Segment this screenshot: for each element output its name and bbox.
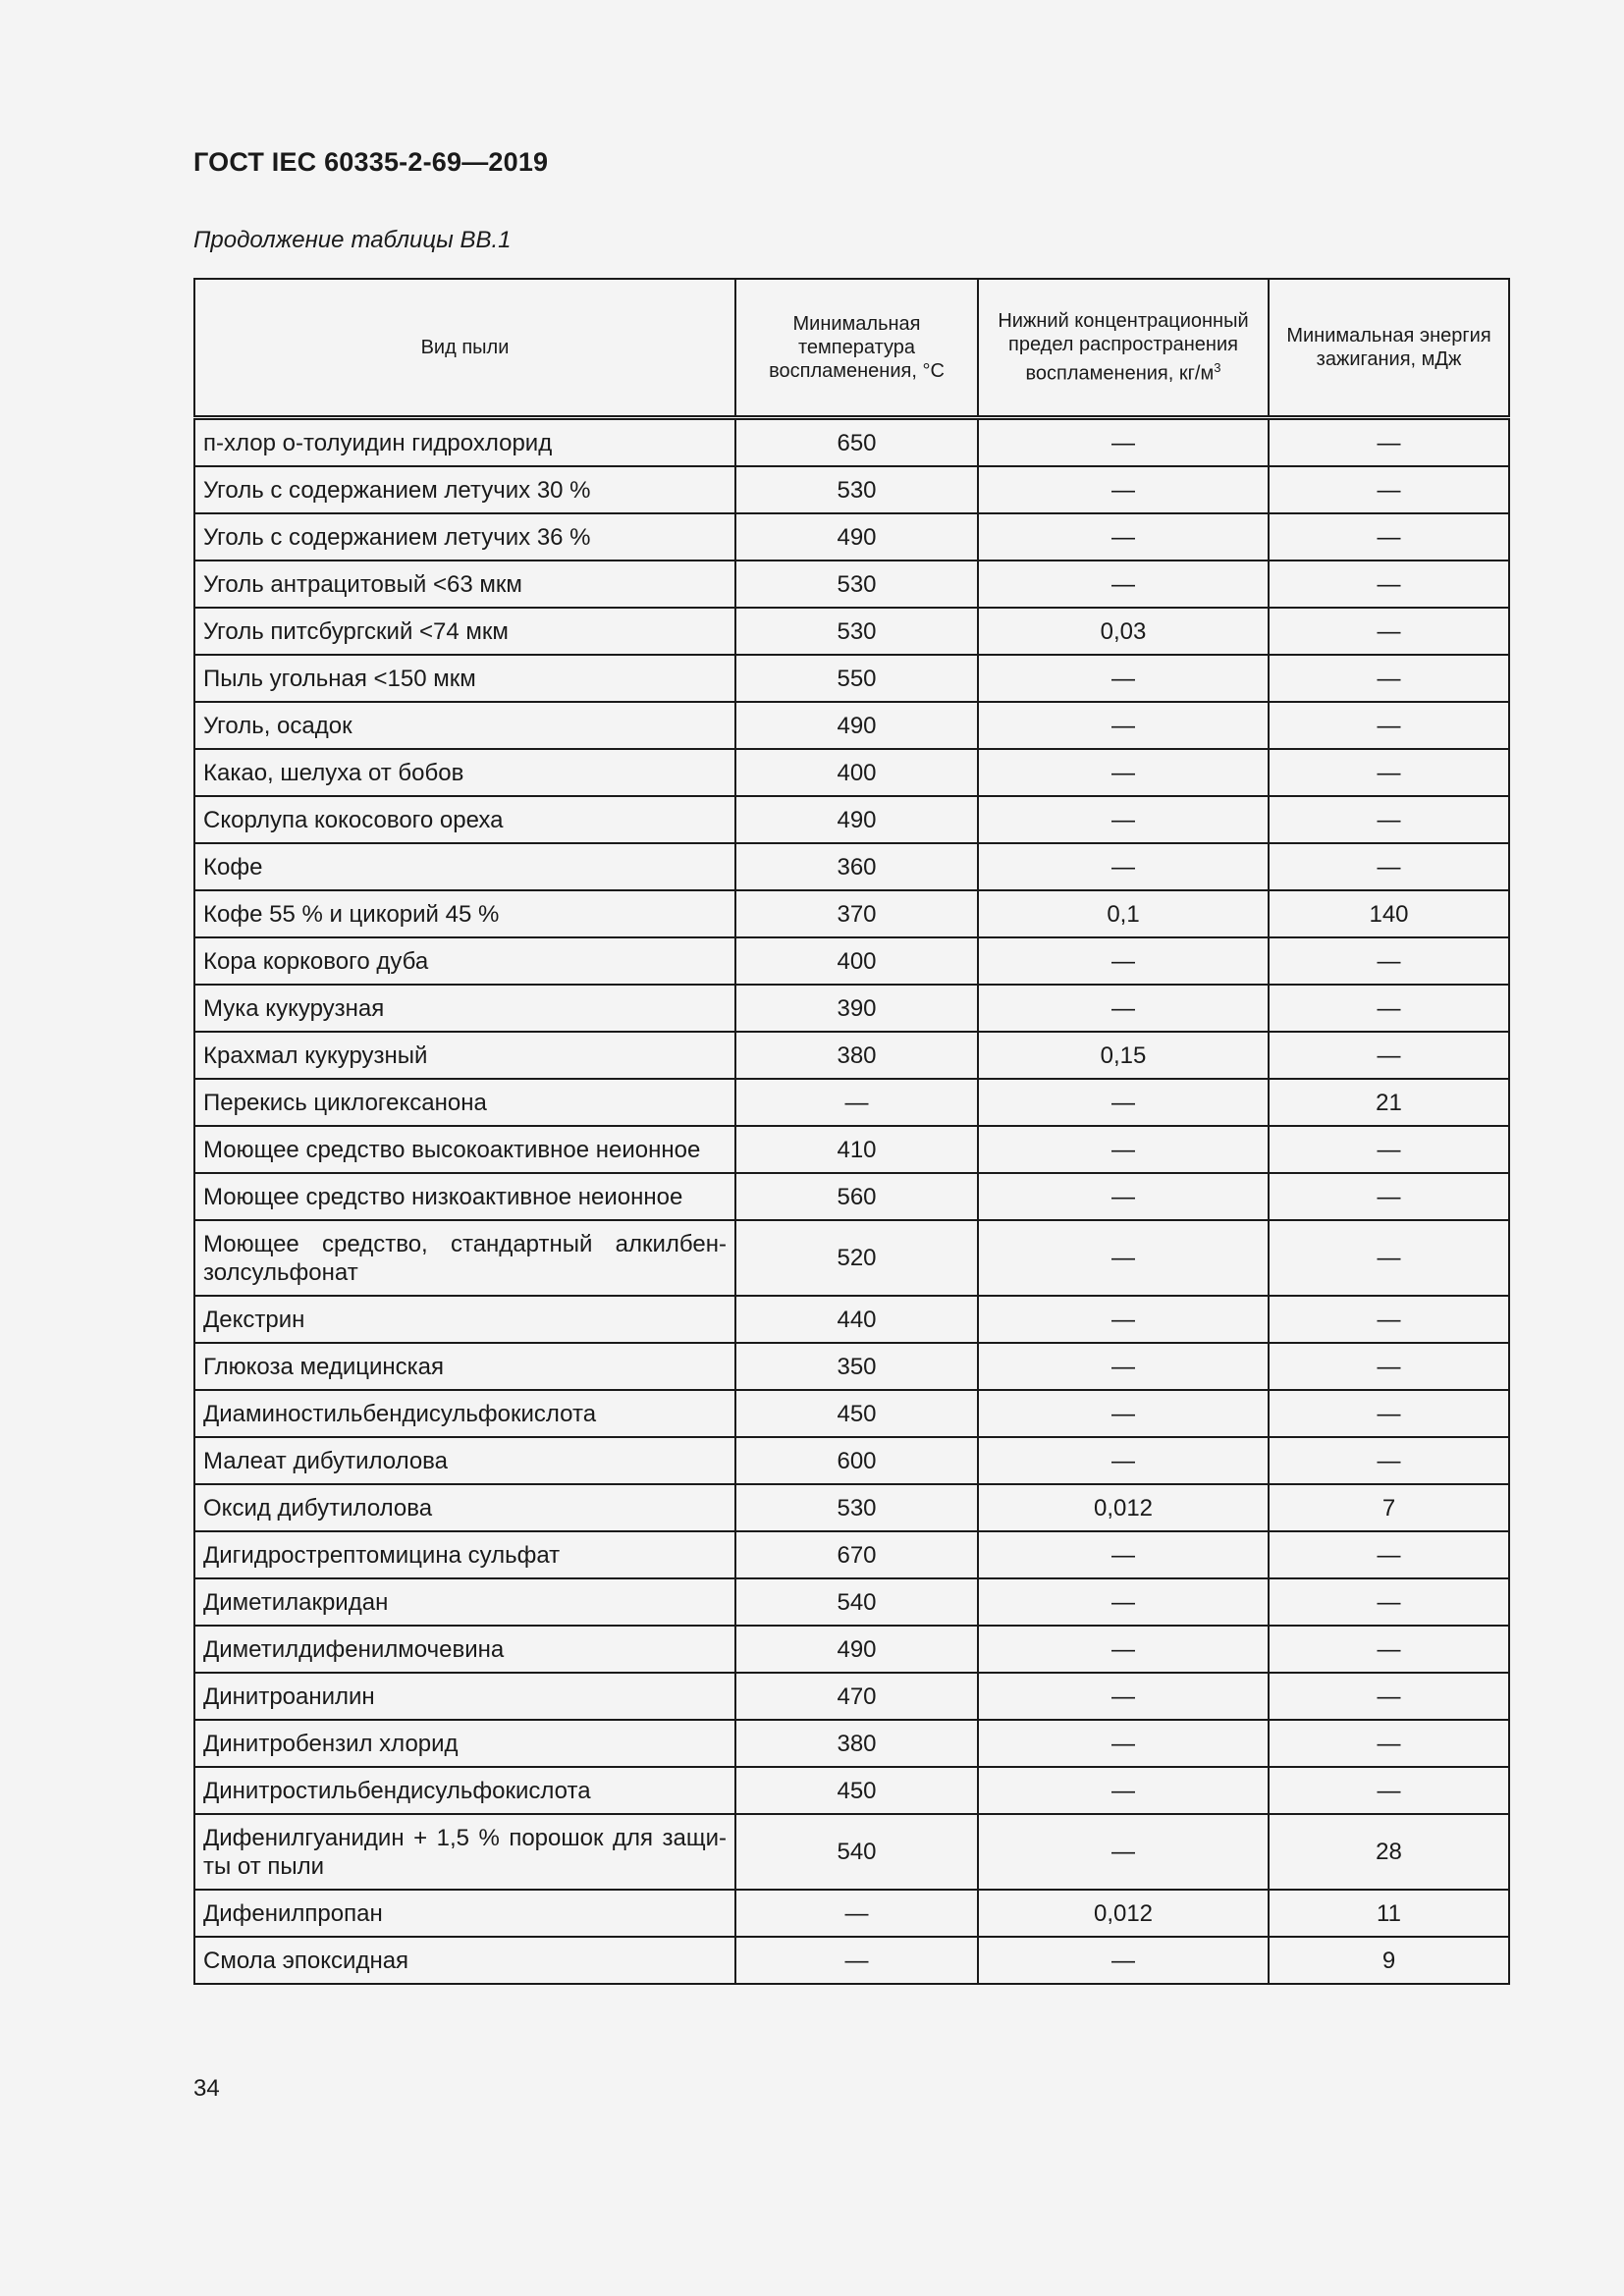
cell-ignition-temp: 350	[735, 1343, 978, 1390]
cell-ignition-temp: 670	[735, 1531, 978, 1578]
cell-dust-type: Какао, шелуха от бобов	[194, 749, 735, 796]
cell-ignition-energy: —	[1269, 1296, 1509, 1343]
cell-dust-type: Дигидрострептомицина сульфат	[194, 1531, 735, 1578]
cell-concentration-limit: —	[978, 1079, 1269, 1126]
cell-concentration-limit: —	[978, 513, 1269, 561]
cell-ignition-temp: 520	[735, 1220, 978, 1296]
table-caption	[193, 227, 511, 254]
cell-dust-type: Глюкоза медицинская	[194, 1343, 735, 1390]
cell-ignition-temp: 530	[735, 561, 978, 608]
cell-concentration-limit: —	[978, 1126, 1269, 1173]
table-row	[194, 1032, 1509, 1079]
cell-ignition-temp: 490	[735, 1626, 978, 1673]
cell-ignition-temp: 490	[735, 796, 978, 843]
cell-ignition-temp: 490	[735, 702, 978, 749]
cell-ignition-temp: —	[735, 1890, 978, 1937]
cell-ignition-energy: —	[1269, 561, 1509, 608]
table-row	[194, 1720, 1509, 1767]
cell-dust-type: Диметилдифенилмочевина	[194, 1626, 735, 1673]
table-row	[194, 1673, 1509, 1720]
table-row	[194, 749, 1509, 796]
table-row	[194, 1296, 1509, 1343]
cell-ignition-energy: —	[1269, 1220, 1509, 1296]
cell-ignition-temp: 390	[735, 985, 978, 1032]
table-row	[194, 1126, 1509, 1173]
column-header-dust-type: Вид пыли	[194, 279, 735, 418]
table-row	[194, 1578, 1509, 1626]
cell-ignition-temp: 490	[735, 513, 978, 561]
cell-concentration-limit: 0,1	[978, 890, 1269, 937]
cell-concentration-limit: —	[978, 1720, 1269, 1767]
cell-concentration-limit: —	[978, 749, 1269, 796]
cell-concentration-limit: —	[978, 561, 1269, 608]
cell-ignition-temp: 410	[735, 1126, 978, 1173]
cell-dust-type: Дифенилпропан	[194, 1890, 735, 1937]
cell-concentration-limit: —	[978, 1296, 1269, 1343]
cell-dust-type: Диметилакридан	[194, 1578, 735, 1626]
cell-concentration-limit: —	[978, 1937, 1269, 1984]
cell-dust-type: Кофе 55 % и цикорий 45 %	[194, 890, 735, 937]
cell-ignition-temp: —	[735, 1937, 978, 1984]
cell-ignition-energy: 21	[1269, 1079, 1509, 1126]
cell-ignition-temp: 440	[735, 1296, 978, 1343]
cell-ignition-temp: 530	[735, 1484, 978, 1531]
table-row	[194, 1079, 1509, 1126]
cell-ignition-temp: 550	[735, 655, 978, 702]
table-row	[194, 1484, 1509, 1531]
table-row	[194, 561, 1509, 608]
cell-dust-type: Перекись циклогексанона	[194, 1079, 735, 1126]
cell-dust-type: Моющее средство низкоактивное неионное	[194, 1173, 735, 1220]
cell-ignition-energy: —	[1269, 608, 1509, 655]
header-row	[194, 279, 1509, 418]
table-row	[194, 1343, 1509, 1390]
cell-concentration-limit: —	[978, 937, 1269, 985]
cell-dust-type: Дифенилгуанидин + 1,5 % порошок для защи-ты от пыли	[194, 1814, 735, 1890]
cell-dust-type: Уголь с содержанием летучих 30 %	[194, 466, 735, 513]
cell-ignition-energy: —	[1269, 418, 1509, 467]
column-header-min-ignition-temp: Минимальная температура воспламенения, °С	[735, 279, 978, 418]
cell-concentration-limit: —	[978, 1220, 1269, 1296]
cell-concentration-limit: —	[978, 418, 1269, 467]
cell-ignition-energy: —	[1269, 796, 1509, 843]
table-row	[194, 655, 1509, 702]
cell-ignition-energy: —	[1269, 466, 1509, 513]
cell-concentration-limit: —	[978, 702, 1269, 749]
cell-dust-type: Скорлупа кокосового ореха	[194, 796, 735, 843]
cell-ignition-temp: 400	[735, 937, 978, 985]
cell-ignition-energy: —	[1269, 937, 1509, 985]
column-header-lower-concentration-limit	[978, 279, 1269, 418]
cell-dust-type: Динитроанилин	[194, 1673, 735, 1720]
cell-ignition-energy: —	[1269, 1343, 1509, 1390]
cell-dust-type: Кора коркового дуба	[194, 937, 735, 985]
cell-concentration-limit: —	[978, 1626, 1269, 1673]
cell-dust-type: Уголь питсбургский <74 мкм	[194, 608, 735, 655]
cell-concentration-limit: —	[978, 1173, 1269, 1220]
cell-ignition-energy: —	[1269, 655, 1509, 702]
table-row	[194, 843, 1509, 890]
cell-dust-type: Смола эпоксидная	[194, 1937, 735, 1984]
cell-ignition-energy: —	[1269, 1173, 1509, 1220]
cell-ignition-energy: 140	[1269, 890, 1509, 937]
cell-dust-type: Динитростильбендисульфокислота	[194, 1767, 735, 1814]
cell-dust-type: Моющее средство, стандартный алкилбен-золсульфонат	[194, 1220, 735, 1296]
table-row	[194, 418, 1509, 467]
cell-concentration-limit: 0,012	[978, 1484, 1269, 1531]
table-row	[194, 1767, 1509, 1814]
cell-ignition-temp: 530	[735, 466, 978, 513]
cell-ignition-temp: 450	[735, 1767, 978, 1814]
cell-ignition-energy: —	[1269, 1626, 1509, 1673]
cell-dust-type: Уголь с содержанием летучих 36 %	[194, 513, 735, 561]
column-header-lower-concentration-limit-text: Нижний концентрационный предел распространения воспламенения, кг/м	[998, 310, 1249, 385]
cell-ignition-energy: —	[1269, 749, 1509, 796]
cell-ignition-temp: 540	[735, 1578, 978, 1626]
table-row	[194, 608, 1509, 655]
column-header-min-ignition-energy: Минимальная энергия зажигания, мДж	[1269, 279, 1509, 418]
cell-dust-type: Малеат дибутилолова	[194, 1437, 735, 1484]
table-row	[194, 937, 1509, 985]
cell-dust-type: Моющее средство высокоактивное неионное	[194, 1126, 735, 1173]
cell-concentration-limit: —	[978, 466, 1269, 513]
cell-concentration-limit: —	[978, 1814, 1269, 1890]
table-row	[194, 466, 1509, 513]
table-row	[194, 513, 1509, 561]
cell-ignition-energy: —	[1269, 513, 1509, 561]
cell-ignition-temp: 450	[735, 1390, 978, 1437]
cell-ignition-temp: 600	[735, 1437, 978, 1484]
table-header	[194, 279, 1509, 418]
cell-ignition-temp: 540	[735, 1814, 978, 1890]
cell-ignition-energy: —	[1269, 843, 1509, 890]
unit-exponent: 3	[1214, 360, 1221, 376]
cell-ignition-energy: —	[1269, 1767, 1509, 1814]
cell-dust-type: Крахмал кукурузный	[194, 1032, 735, 1079]
cell-dust-type: Уголь, осадок	[194, 702, 735, 749]
cell-ignition-energy: —	[1269, 1126, 1509, 1173]
cell-dust-type: Мука кукурузная	[194, 985, 735, 1032]
cell-dust-type: Динитробензил хлорид	[194, 1720, 735, 1767]
cell-ignition-energy: —	[1269, 702, 1509, 749]
cell-ignition-energy: —	[1269, 1578, 1509, 1626]
cell-concentration-limit: —	[978, 843, 1269, 890]
table-row	[194, 1814, 1509, 1890]
table-row	[194, 1937, 1509, 1984]
document-title: ГОСТ IEC 60335-2-69—2019	[193, 147, 549, 177]
cell-dust-type: Пыль угольная <150 мкм	[194, 655, 735, 702]
table-body	[194, 418, 1509, 1985]
cell-ignition-energy: 11	[1269, 1890, 1509, 1937]
cell-concentration-limit: —	[978, 796, 1269, 843]
cell-ignition-energy: —	[1269, 1720, 1509, 1767]
cell-dust-type: Диаминостильбендисульфокислота	[194, 1390, 735, 1437]
table-row	[194, 1390, 1509, 1437]
cell-ignition-energy: —	[1269, 1673, 1509, 1720]
cell-ignition-temp: 370	[735, 890, 978, 937]
cell-dust-type: п-хлор о-толуидин гидрохлорид	[194, 418, 735, 467]
table-row	[194, 1626, 1509, 1673]
table-row	[194, 985, 1509, 1032]
cell-concentration-limit: 0,15	[978, 1032, 1269, 1079]
table-row	[194, 796, 1509, 843]
cell-concentration-limit: —	[978, 1767, 1269, 1814]
table-row	[194, 1531, 1509, 1578]
cell-ignition-temp: 530	[735, 608, 978, 655]
table-row	[194, 1890, 1509, 1937]
cell-ignition-energy: —	[1269, 985, 1509, 1032]
cell-ignition-temp: —	[735, 1079, 978, 1126]
caption-table-name: таблицы ВВ.1	[351, 227, 512, 253]
cell-ignition-temp: 400	[735, 749, 978, 796]
table-row	[194, 1173, 1509, 1220]
cell-dust-type: Декстрин	[194, 1296, 735, 1343]
cell-ignition-temp: 560	[735, 1173, 978, 1220]
cell-concentration-limit: —	[978, 1578, 1269, 1626]
cell-ignition-temp: 380	[735, 1032, 978, 1079]
cell-concentration-limit: —	[978, 1343, 1269, 1390]
cell-ignition-energy: —	[1269, 1390, 1509, 1437]
cell-ignition-temp: 470	[735, 1673, 978, 1720]
cell-concentration-limit: —	[978, 1531, 1269, 1578]
cell-dust-type: Уголь антрацитовый <63 мкм	[194, 561, 735, 608]
cell-concentration-limit: —	[978, 985, 1269, 1032]
cell-concentration-limit: —	[978, 1437, 1269, 1484]
table-row	[194, 1437, 1509, 1484]
cell-concentration-limit: 0,03	[978, 608, 1269, 655]
cell-concentration-limit: 0,012	[978, 1890, 1269, 1937]
cell-ignition-energy: 7	[1269, 1484, 1509, 1531]
cell-ignition-temp: 380	[735, 1720, 978, 1767]
cell-concentration-limit: —	[978, 655, 1269, 702]
caption-prefix: Продолжение	[193, 227, 345, 253]
cell-ignition-energy: —	[1269, 1437, 1509, 1484]
cell-dust-type: Оксид дибутилолова	[194, 1484, 735, 1531]
cell-ignition-energy: 28	[1269, 1814, 1509, 1890]
table-row	[194, 890, 1509, 937]
cell-ignition-energy: —	[1269, 1032, 1509, 1079]
table-row	[194, 1220, 1509, 1296]
cell-dust-type: Кофе	[194, 843, 735, 890]
cell-ignition-temp: 360	[735, 843, 978, 890]
cell-ignition-energy: 9	[1269, 1937, 1509, 1984]
cell-ignition-energy: —	[1269, 1531, 1509, 1578]
page-number: 34	[193, 2075, 220, 2102]
table-row	[194, 702, 1509, 749]
cell-concentration-limit: —	[978, 1673, 1269, 1720]
cell-ignition-temp: 650	[735, 418, 978, 467]
cell-concentration-limit: —	[978, 1390, 1269, 1437]
dust-properties-table	[193, 278, 1510, 1985]
